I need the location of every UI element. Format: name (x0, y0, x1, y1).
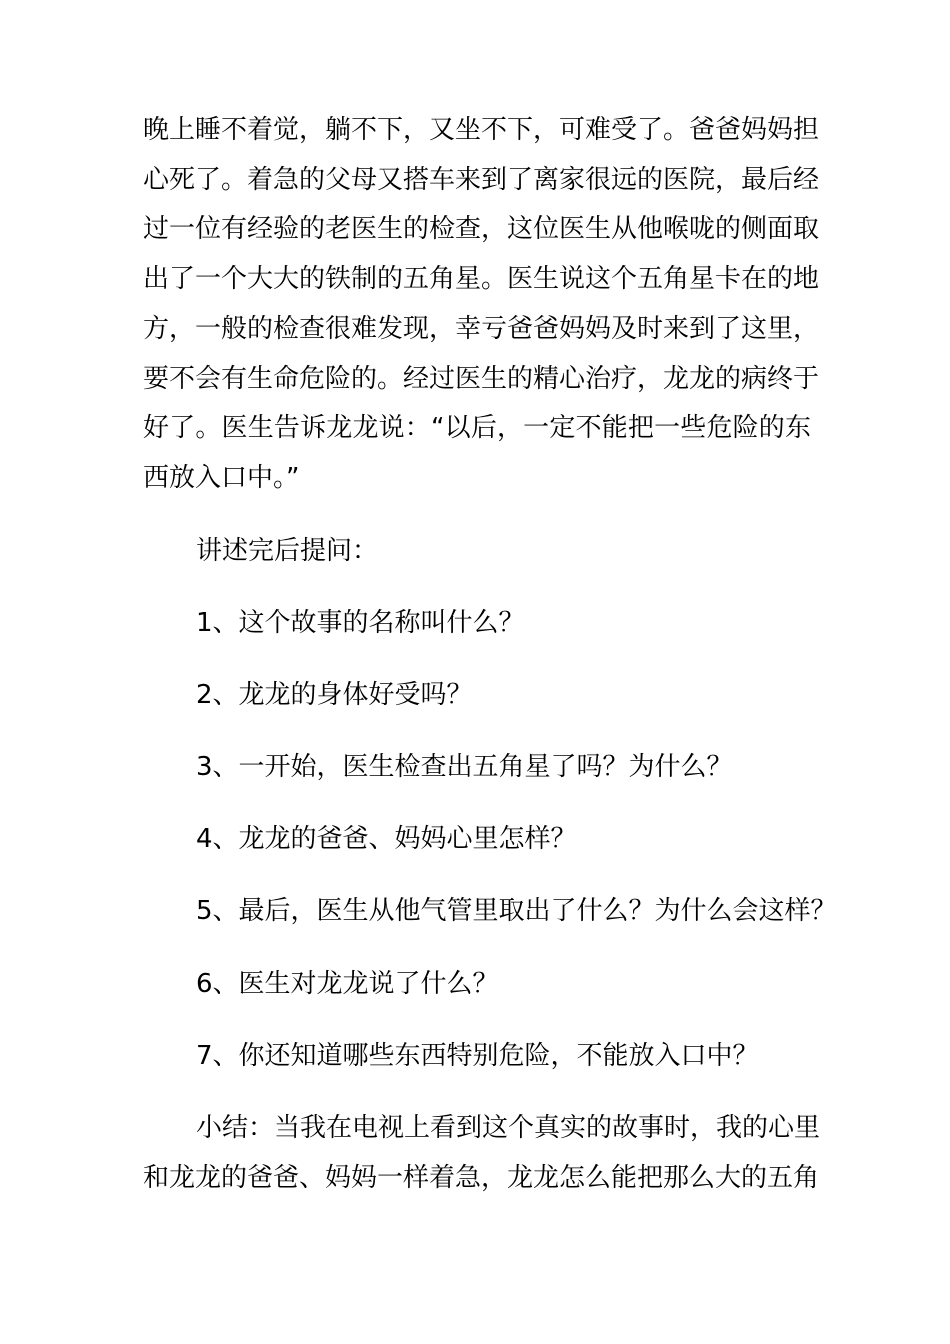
question-item: 3、一开始，医生检查出五角星了吗？为什么？ (196, 752, 733, 782)
question-item: 6、医生对龙龙说了什么？ (196, 969, 499, 999)
story-line: 方，一般的检查很难发现，幸亏爸爸妈妈及时来到了这里， (143, 314, 820, 344)
questions-intro: 讲述完后提问： (196, 536, 379, 566)
story-line: 好了。医生告诉龙龙说：“以后，一定不能把一些危险的东 (143, 413, 811, 443)
question-item: 2、龙龙的身体好受吗？ (196, 680, 473, 710)
question-item: 1、这个故事的名称叫什么？ (196, 608, 525, 638)
summary-line: 小结：当我在电视上看到这个真实的故事时，我的心里 (196, 1113, 821, 1143)
story-line: 要不会有生命危险的。经过医生的精心治疗，龙龙的病终于 (143, 364, 820, 394)
question-item: 4、龙龙的爸爸、妈妈心里怎样？ (196, 824, 577, 854)
summary-line: 和龙龙的爸爸、妈妈一样着急，龙龙怎么能把那么大的五角 (143, 1163, 820, 1193)
story-line: 过一位有经验的老医生的检查，这位医生从他喉咙的侧面取 (143, 214, 820, 244)
story-line: 晚上睡不着觉，躺不下，又坐不下，可难受了。爸爸妈妈担 (143, 115, 820, 145)
question-item: 5、最后，医生从他气管里取出了什么？为什么会这样？ (196, 896, 837, 926)
question-item: 7、你还知道哪些东西特别危险，不能放入口中？ (196, 1041, 759, 1071)
story-line: 心死了。着急的父母又搭车来到了离家很远的医院，最后经 (143, 165, 820, 195)
story-line: 出了一个大大的铁制的五角星。医生说这个五角星卡在的地 (143, 264, 820, 294)
story-line: 西放入口中。” (143, 463, 300, 493)
